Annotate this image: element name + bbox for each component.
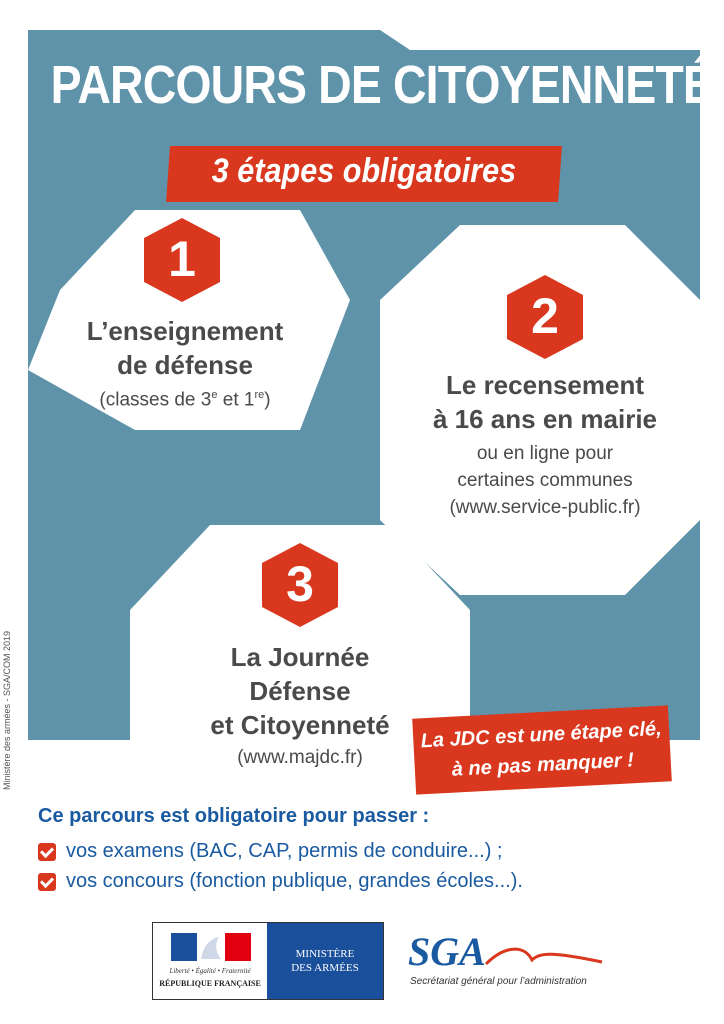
list-item <box>38 840 502 863</box>
step-3-subtitle: (www.majdc.fr) <box>237 747 363 768</box>
step-2-title <box>410 368 680 436</box>
rf-motto: Liberté • Égalité • Fraternité <box>169 967 251 975</box>
ministry-name-block <box>267 923 383 999</box>
step-1-title-line-2: de défense <box>117 350 253 380</box>
step-2-title-line-1: Le recensement <box>446 370 644 400</box>
step-2-sub-line-3: (www.service-public.fr) <box>449 497 641 518</box>
ministry-line-1: MINISTÈRE <box>295 948 355 960</box>
sga-swoosh-icon <box>484 942 604 972</box>
checkbox-checked-icon <box>38 843 56 861</box>
step-2-sub-line-2: certaines communes <box>457 470 633 491</box>
step-2-title-line-2: à 16 ans en mairie <box>432 404 658 434</box>
step-3-title-line-1: La Journée <box>230 642 370 672</box>
rf-name: RÉPUBLIQUE FRANÇAISE <box>159 979 261 988</box>
step-1-subtitle: (classes de 3e et 1re) <box>99 389 271 411</box>
step-3-title-line-3: et Citoyenneté <box>210 710 390 740</box>
ministry-logo <box>152 922 384 1000</box>
step-1-title <box>60 314 310 382</box>
side-credit: Ministère des armées - SGA/COM 2019 <box>2 630 12 790</box>
list-item <box>38 870 523 893</box>
poster-title: PARCOURS DE CITOYENNETÉ <box>50 55 713 115</box>
sga-logo-text: SGA <box>408 929 486 974</box>
step-3-title <box>160 640 440 742</box>
marianne-flag-icon <box>171 933 251 961</box>
step-2-number: 2 <box>531 288 559 344</box>
step-2-sub-line-1: ou en ligne pour <box>476 443 614 464</box>
checkbox-checked-icon <box>38 873 56 891</box>
ministry-line-2: DES ARMÉES <box>291 962 359 974</box>
jdc-callout-line-2: à ne pas manquer ! <box>451 749 635 781</box>
jdc-callout-line-1: La JDC est une étape clé, <box>420 717 663 753</box>
step-1-title-line-1: L’enseignement <box>86 316 284 346</box>
footer-intro: Ce parcours est obligatoire pour passer : <box>38 805 430 827</box>
subtitle-text: 3 étapes obligatoires <box>211 152 517 190</box>
sga-subtitle: Secrétariat général pour l’administration <box>410 976 587 987</box>
step-3-number: 3 <box>286 556 314 612</box>
step-2-subtitle <box>410 440 680 521</box>
list-item-text: vos examens (BAC, CAP, permis de conduire...) ; <box>66 840 503 862</box>
sga-logo <box>408 928 668 998</box>
marianne-block <box>153 923 267 999</box>
step-3-title-line-2: Défense <box>249 676 351 706</box>
list-item-text: vos concours (fonction publique, grandes écoles...). <box>66 870 523 892</box>
step-1-number: 1 <box>168 231 196 287</box>
